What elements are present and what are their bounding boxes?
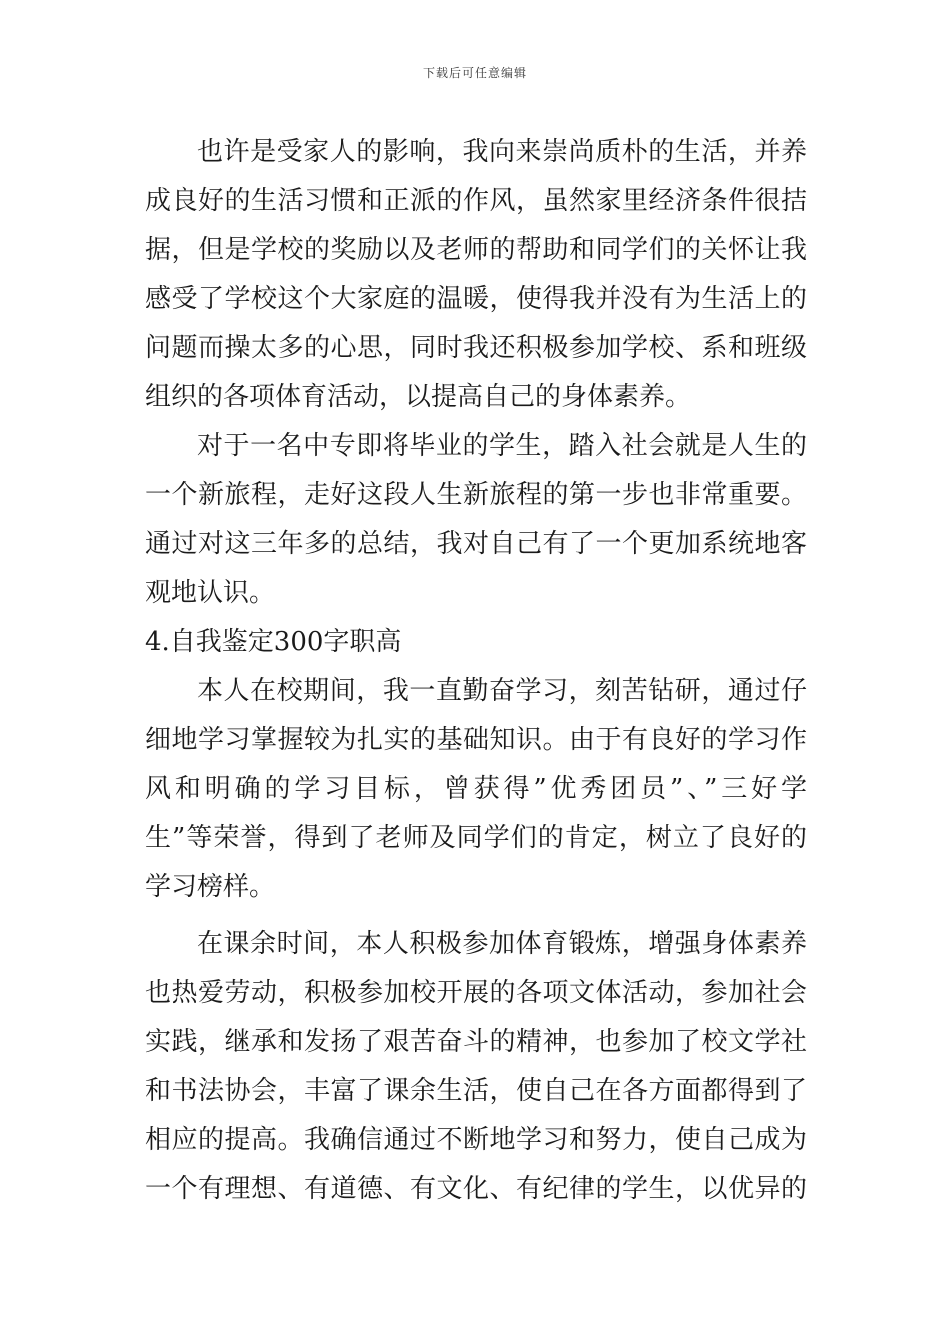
text-line: 组织的各项体育活动，以提高自己的身体素养。	[145, 382, 692, 412]
text-line: 学习榜样。	[145, 872, 276, 902]
text-line: 生”等荣誉，得到了老师及同学们的肯定，树立了良好的	[145, 823, 807, 853]
text-line: 观地认识。	[145, 578, 276, 608]
text-line: 问题而操太多的心思，同时我还积极参加学校、系和班级	[145, 333, 807, 363]
page-header: 下载后可任意编辑	[422, 66, 527, 80]
text-line: 据，但是学校的奖励以及老师的帮助和同学们的关怀让我	[145, 235, 807, 265]
text-line: 一个新旅程，走好这段人生新旅程的第一步也非常重要。	[145, 480, 807, 510]
text-line: 通过对这三年多的总结，我对自己有了一个更加系统地客	[145, 529, 807, 559]
text-line: 感受了学校这个大家庭的温暖，使得我并没有为生活上的	[145, 284, 807, 314]
paragraph-spacer	[145, 912, 807, 920]
text-line: 和书法协会，丰富了课余生活，使自己在各方面都得到了	[145, 1076, 807, 1106]
paragraph-study	[145, 667, 807, 912]
paragraph-family-influence	[145, 128, 807, 422]
text-line: 风和明确的学习目标，曾获得”优秀团员”、”三好学	[145, 774, 807, 804]
paragraph-graduation	[145, 422, 807, 618]
section-heading	[145, 618, 807, 667]
text-line: 成良好的生活习惯和正派的作风，虽然家里经济条件很拮	[145, 186, 807, 216]
text-line: 在课余时间，本人积极参加体育锻炼，增强身体素养	[197, 929, 807, 959]
paragraph-extracurricular	[145, 920, 807, 1214]
text-line: 一个有理想、有道德、有文化、有纪律的学生，以优异的	[145, 1174, 807, 1204]
text-line: 实践，继承和发扬了艰苦奋斗的精神，也参加了校文学社	[145, 1027, 807, 1057]
text-line: 本人在校期间，我一直勤奋学习，刻苦钻研，通过仔	[197, 676, 807, 706]
text-line: 也热爱劳动，积极参加校开展的各项文体活动，参加社会	[145, 978, 807, 1008]
heading-line: 4.自我鉴定300字职高	[145, 627, 402, 657]
text-line: 对于一名中专即将毕业的学生，踏入社会就是人生的	[197, 431, 807, 461]
text-line: 也许是受家人的影响，我向来崇尚质朴的生活，并养	[197, 137, 807, 167]
text-line: 细地学习掌握较为扎实的基础知识。由于有良好的学习作	[145, 725, 807, 755]
text-line: 相应的提高。我确信通过不断地学习和努力，使自己成为	[145, 1125, 807, 1155]
document-body	[145, 128, 807, 1214]
